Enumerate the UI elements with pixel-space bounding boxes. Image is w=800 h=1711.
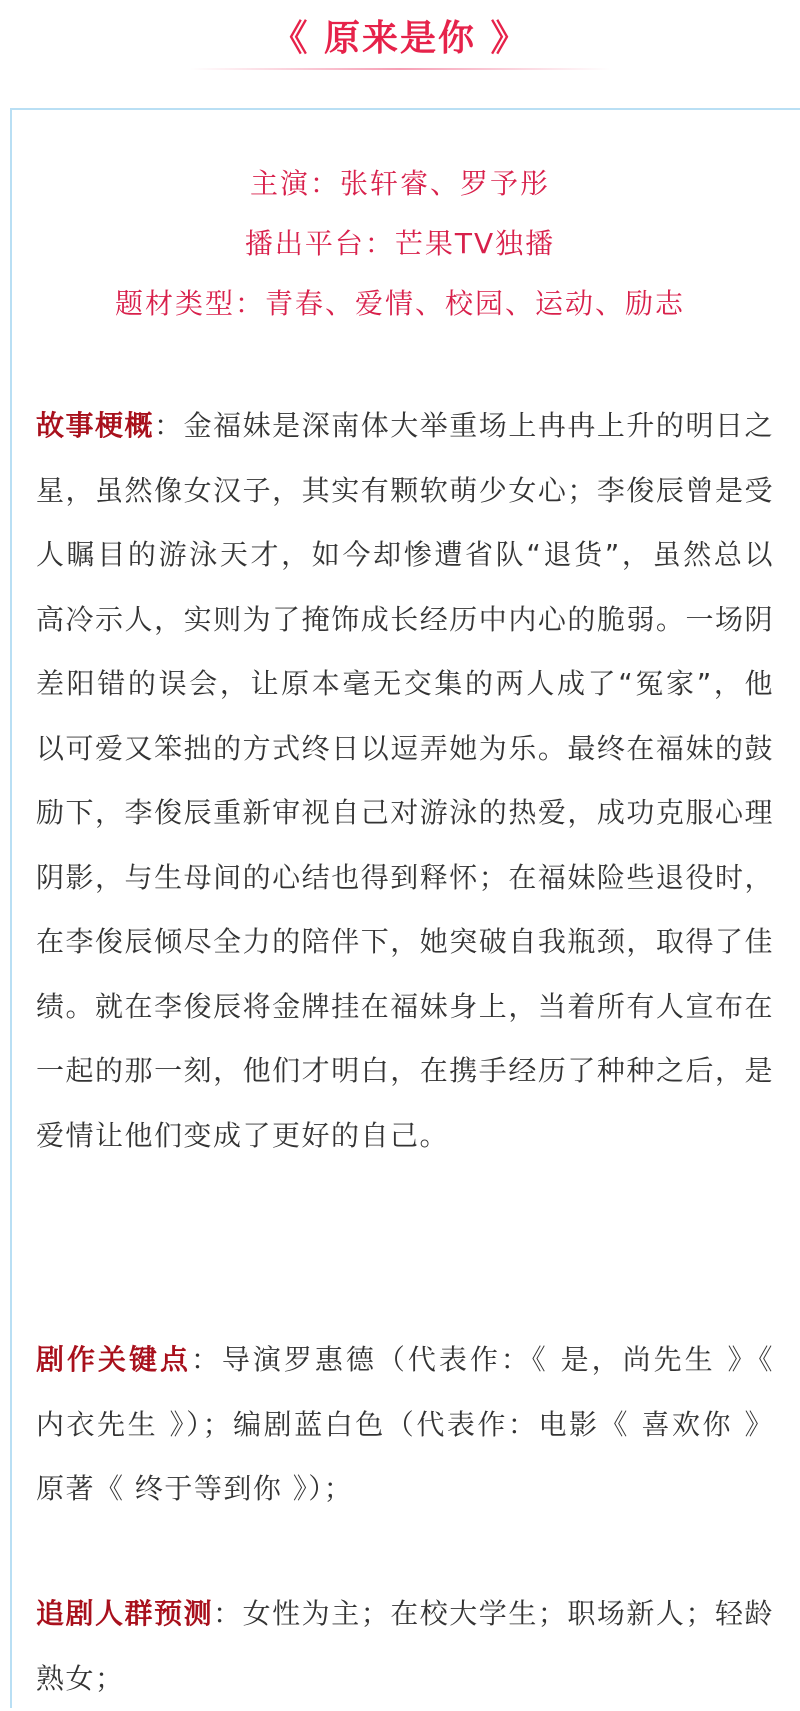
audience-text: ：女性为主；在校大学生；职场新人；轻龄熟女； [36, 1597, 774, 1695]
page-title: 《 原来是你 》 [271, 18, 529, 59]
story-text: ：金福妹是深南体大举重场上冉冉上升的明日之星，虽然像女汉子，其实有颗软萌少女心；李俊辰曾是受人瞩目的游泳天才，如今却惨遭省队“退货”，虽然总以高冷示人，实则为了掩饰成长经历中内心的脆弱。一场阴差阳错的误会，让原本毫无交集的两人成了“冤家”，他以可爱又笨拙的方式终日以逗弄她为乐。最终在福妹的鼓励下，李俊辰重新审视自己对游泳的热爱，成功克服心理阴影，与生母间的心结也得到释怀；在福妹险些退役时，在李俊辰倾尽全力的陪伴下，她突破自我瓶颈，取得了佳绩。就在李俊辰将金牌挂在福妹身上，当着所有人宣布在一起的那一刻，他们才明白，在携手经历了种种之后，是爱情让他们变成了更好的自己。 [36, 409, 774, 1152]
audience-prediction [36, 1582, 774, 1711]
info-platform: 播出平台：芒果TV独播 [244, 227, 556, 260]
title-underline [190, 68, 610, 70]
audience-label: 追剧人群预测 [36, 1597, 214, 1630]
story-summary [36, 394, 774, 1168]
key-points [36, 1328, 774, 1522]
info-genre: 题材类型：青春、爱情、校园、运动、励志 [114, 287, 685, 320]
info-cast: 主演：张轩睿、罗予彤 [249, 167, 550, 200]
story-label: 故事梗概 [36, 409, 155, 442]
header [0, 0, 800, 100]
key-points-text: ：导演罗惠德（代表作：《 是，尚先生 》《 内衣先生 》）；编剧蓝白色（代表作：电影《 喜欢你 》原著《 终于等到你 》）； [36, 1343, 774, 1505]
key-points-label: 剧作关键点 [36, 1343, 191, 1376]
